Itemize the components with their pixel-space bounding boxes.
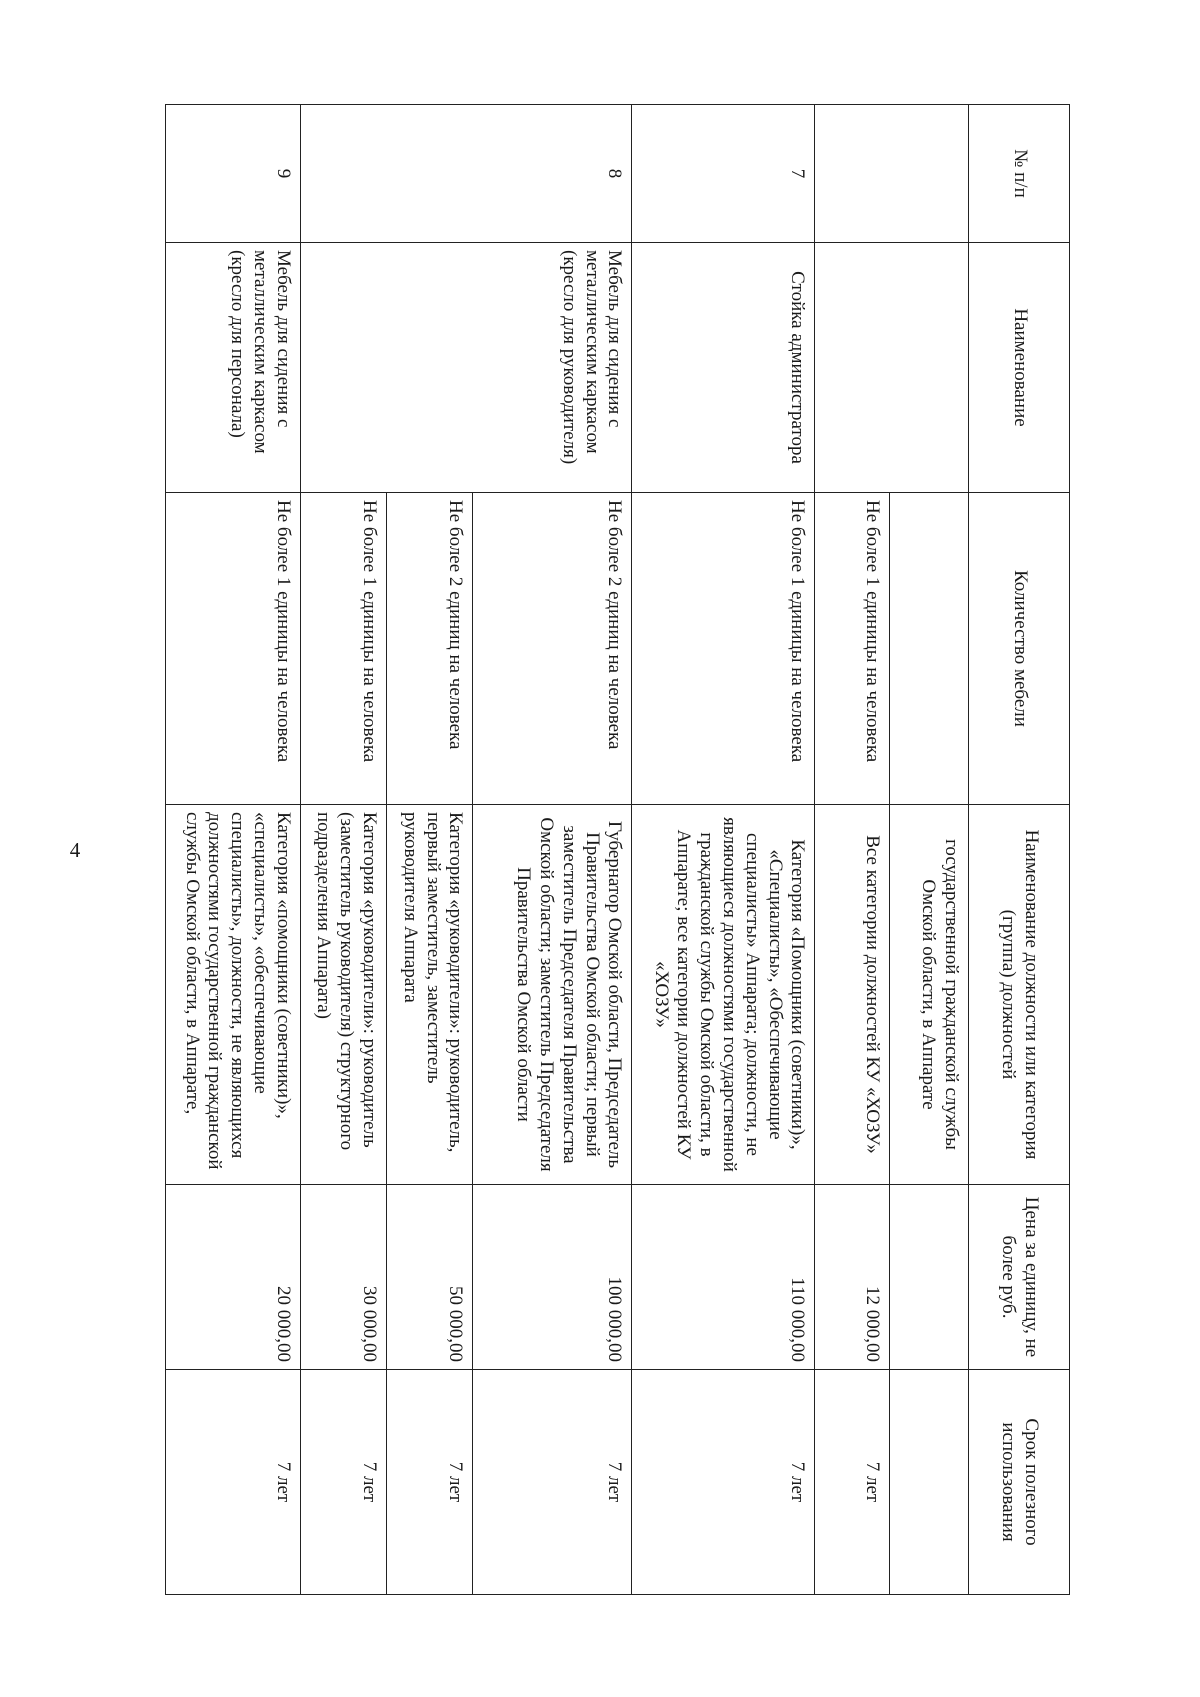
cell-price: 12 000,00 [815, 1185, 889, 1370]
header-term: Срок полезного использования [969, 1370, 1070, 1595]
cell-price [889, 1185, 969, 1370]
cell-num: 9 [166, 105, 301, 243]
table-row [473, 105, 632, 1595]
cell-term: 7 лет [632, 1370, 815, 1595]
cell-price: 50 000,00 [387, 1185, 473, 1370]
header-num: № п/п [969, 105, 1070, 243]
cell-qty [889, 493, 969, 805]
cell-qty: Не более 1 единицы на человека [632, 493, 815, 805]
cell-price: 100 000,00 [473, 1185, 632, 1370]
cell-position: государственной гражданской службы Омской области, в Аппарате [889, 805, 969, 1185]
cell-position: Все категории должностей КУ «ХОЗУ» [815, 805, 889, 1185]
cell-name: Мебель для сидения с металлическим каркасом (кресло для персонала) [166, 243, 301, 493]
cell-position: Категория «Помощники (советники)», «Специалисты», «Обеспечивающие специалисты» Аппарата; должности, не являющиеся должностями государственной гражданской службы Омской области, в Аппарате; все категории должностей КУ «ХОЗУ» [632, 805, 815, 1185]
cell-price: 110 000,00 [632, 1185, 815, 1370]
cell-position: Категория «руководители»: руководитель (заместитель руководителя) структурного подразделения Аппарата) [300, 805, 386, 1185]
cell-name [815, 243, 969, 493]
cell-num: 8 [300, 105, 632, 243]
furniture-norms-table [165, 104, 1070, 1595]
cell-qty: Не более 2 единиц на человека [387, 493, 473, 805]
cell-term: 7 лет [473, 1370, 632, 1595]
header-qty: Количество мебели [969, 493, 1070, 805]
header-price: Цена за единицу, не более руб. [969, 1185, 1070, 1370]
cell-price: 30 000,00 [300, 1185, 386, 1370]
cell-qty: Не более 2 единиц на человека [473, 493, 632, 805]
table-row [889, 105, 969, 1595]
table-row [632, 105, 815, 1595]
header-name: Наименование [969, 243, 1070, 493]
cell-name: Стойка администратора [632, 243, 815, 493]
cell-term: 7 лет [166, 1370, 301, 1595]
cell-num: 7 [632, 105, 815, 243]
furniture-norms-table-wrapper [165, 104, 1070, 1594]
cell-qty: Не более 1 единицы на человека [300, 493, 386, 805]
cell-name: Мебель для сидения с металлическим каркасом (кресло для руководителя) [300, 243, 632, 493]
table-header-row [969, 105, 1070, 1595]
table-row [166, 105, 301, 1595]
cell-qty: Не более 1 единицы на человека [166, 493, 301, 805]
cell-position: Губернатор Омской области, Председатель Правительства Омской области; первый заместитель Председателя Правительства Омской области; заместитель Председателя Правительства Омской области [473, 805, 632, 1185]
cell-qty: Не более 1 единицы на человека [815, 493, 889, 805]
cell-term: 7 лет [300, 1370, 386, 1595]
page-number: 4 [69, 838, 81, 862]
cell-position: Категория «помощники (советники)», «специалисты», «обеспечивающие специалисты», должности, не являющихся должностями государственной гражданской службы Омской области, в Аппарате, [166, 805, 301, 1185]
cell-price: 20 000,00 [166, 1185, 301, 1370]
cell-term [889, 1370, 969, 1595]
cell-term: 7 лет [815, 1370, 889, 1595]
cell-term: 7 лет [387, 1370, 473, 1595]
cell-num [815, 105, 969, 243]
header-position: Наименование должности или категория (группа) должностей [969, 805, 1070, 1185]
cell-position: Категория «руководители»: руководитель, первый заместитель, заместитель руководителя Аппарата [387, 805, 473, 1185]
